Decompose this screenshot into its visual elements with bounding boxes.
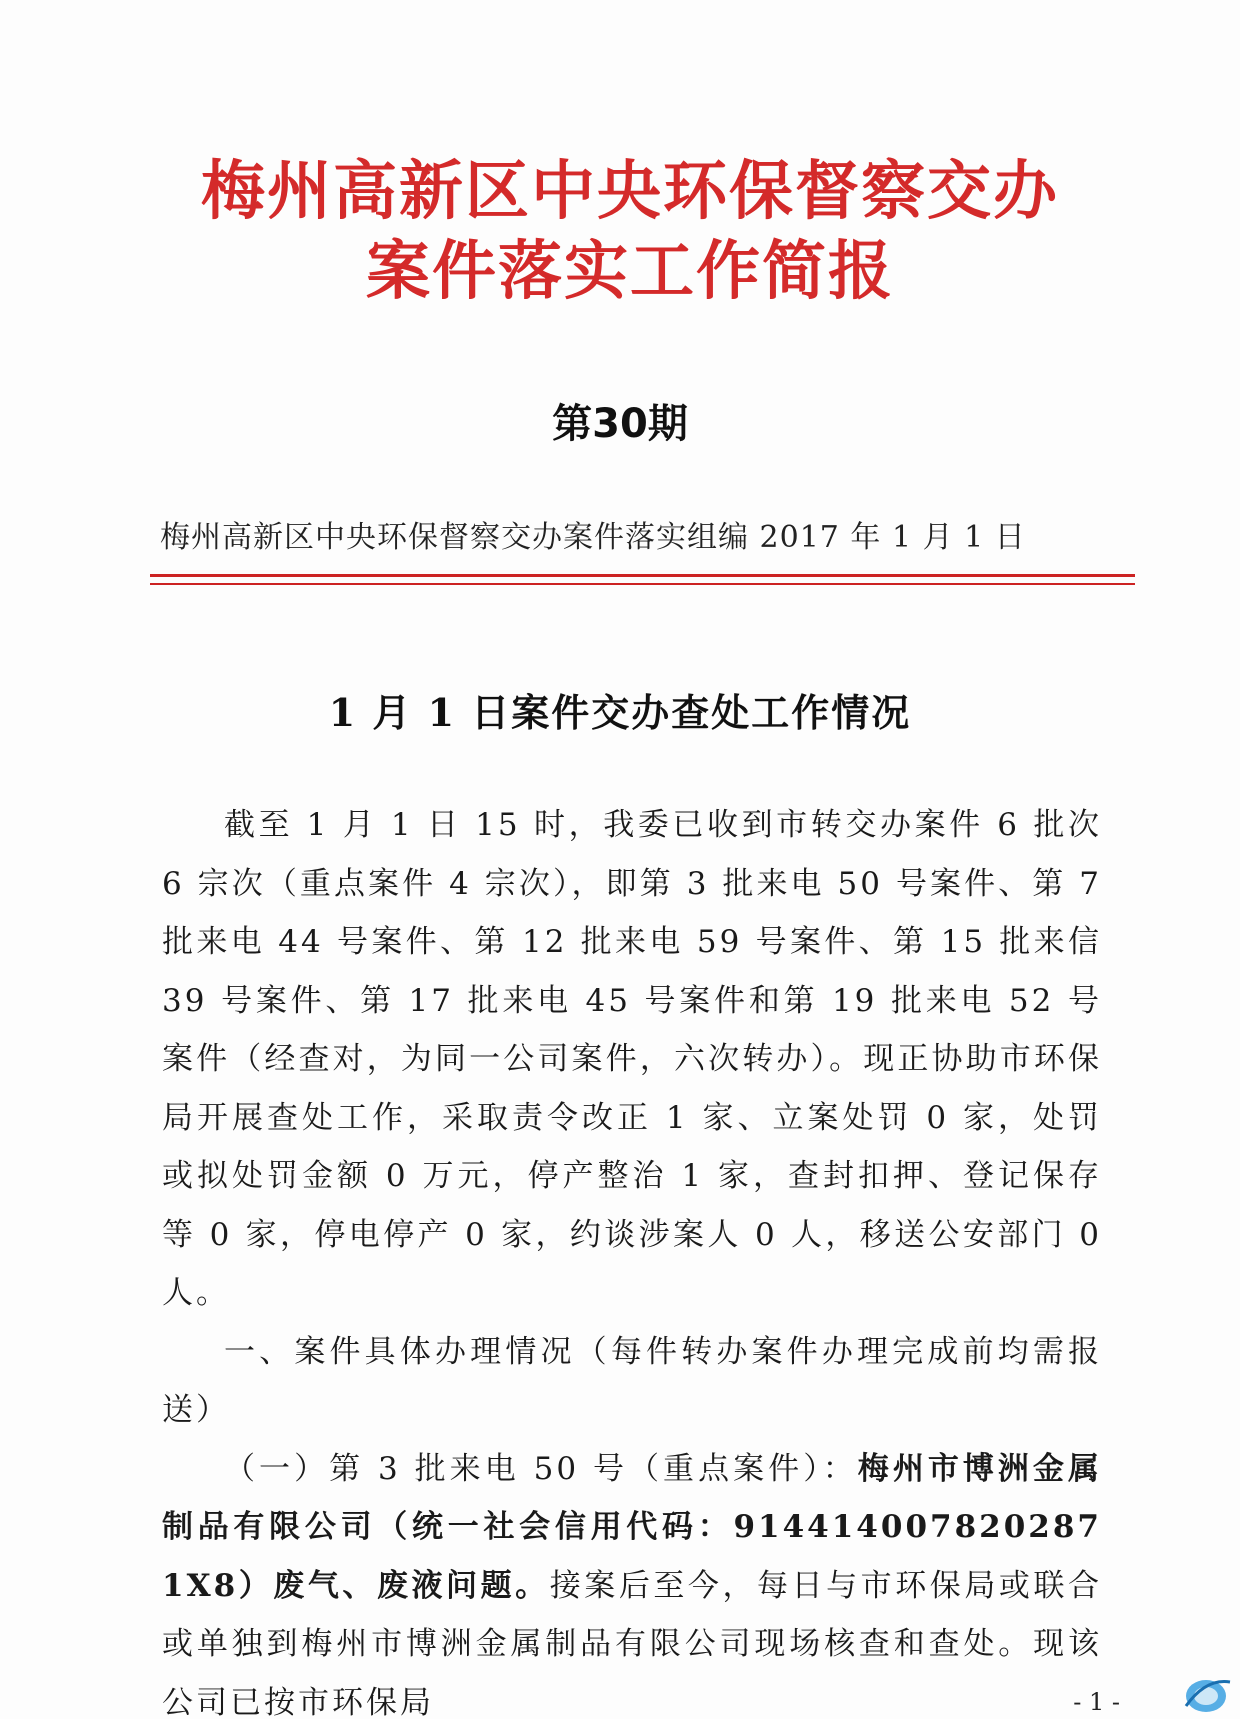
document-title-line2: 案件落实工作简报 — [150, 240, 1110, 304]
red-rule-top — [150, 574, 1135, 577]
case-company: 梅州市博洲金属制品有限公司（统一社会信用代码：914414007820287 1X8）废气、废液问题。 — [162, 1451, 1102, 1604]
case-detail-text: 接案后至今，每日与市环保局或联合或单独到梅州市博洲金属制品有限公司现场核查和查处。现该公司已按市环保局 — [162, 1568, 1102, 1721]
page-number: - 1 - — [1073, 1688, 1120, 1716]
paragraph-summary: 截至 1 月 1 日 15 时，我委已收到市转交办案件 6 批次 6 宗次（重点案件 4 宗次），即第 3 批来电 50 号案件、第 7 批来电 44 号案件、第 12 批来电 59 号案件、第 15 批来信 39 号案件、第 17 批来电 45 号案件和第 19 批来电 52 号案件（经查对，为同一公司案件，六次转办）。现正协助市环保局开展查处工作，采取责令改正 1 家、立案处罚 0 家，处罚或拟处罚金额 0 万元，停产整治 1 家，查封扣押、登记保存等 0 家，停电停产 0 家，约谈涉案人 0 人，移送公安部门 0 人。 — [162, 796, 1102, 1323]
case-label: （一）第 3 批来电 50 号（重点案件）： — [224, 1451, 858, 1487]
red-rule-bottom — [150, 583, 1135, 585]
paragraph-case-detail — [162, 1440, 1102, 1732]
issue-number: 第30期 — [0, 392, 1240, 449]
publisher-line: 梅州高新区中央环保督察交办案件落实组编 2017 年 1 月 1 日 — [160, 512, 1120, 556]
section-heading: 1 月 1 日案件交办查处工作情况 — [0, 682, 1240, 737]
watermark-logo-icon — [1178, 1672, 1234, 1716]
document-title-line1: 梅州高新区中央环保督察交办 — [150, 160, 1110, 224]
paragraph-section-title: 一、案件具体办理情况（每件转办案件办理完成前均需报送） — [162, 1323, 1102, 1440]
body-text — [162, 796, 1102, 1732]
